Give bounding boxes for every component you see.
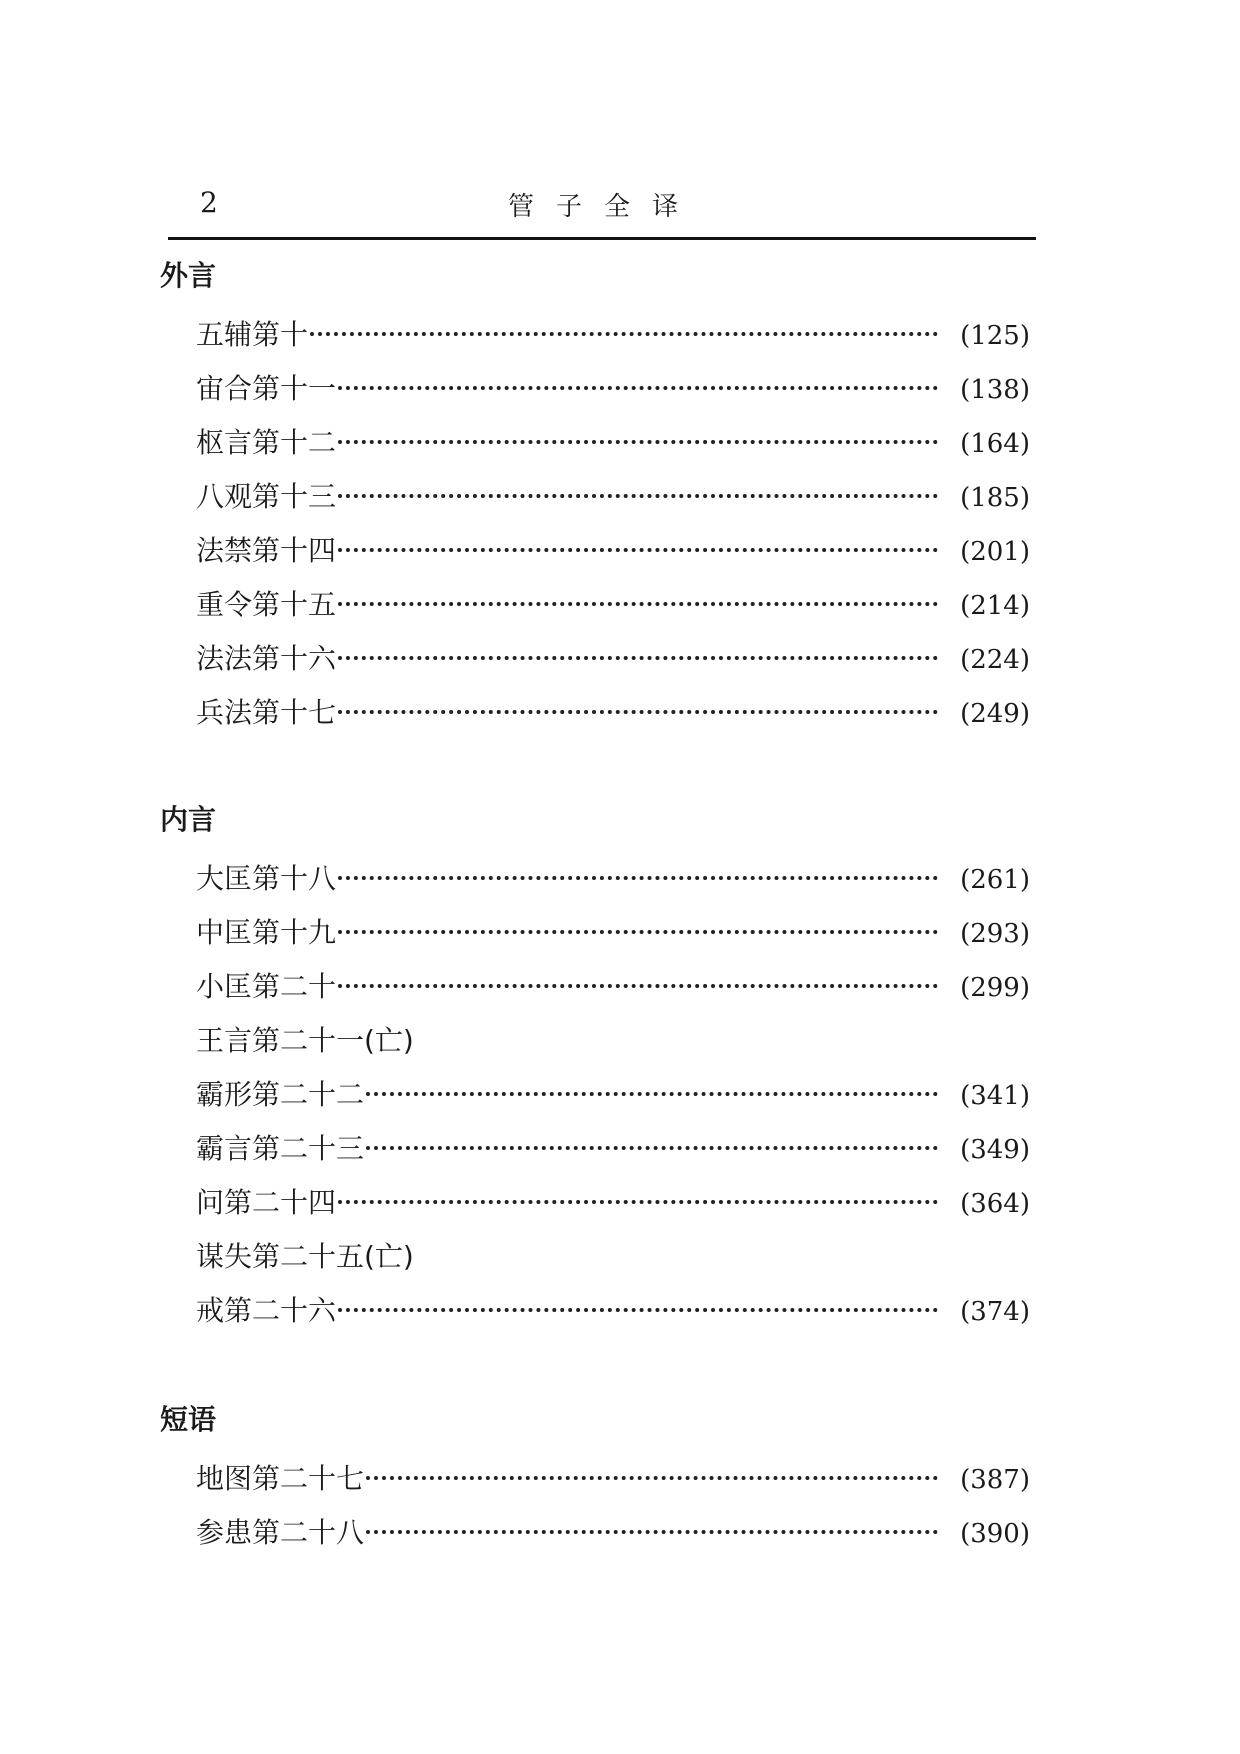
entry-title: 五辅第十	[196, 318, 309, 351]
toc-entry[interactable]	[196, 470, 1030, 524]
dot-leader	[338, 1308, 938, 1312]
entry-title: 宙合第十一	[196, 372, 337, 405]
toc-entry[interactable]	[196, 578, 1030, 632]
entry-page-number: (293)	[960, 919, 1030, 949]
entry-page-number: (349)	[960, 1135, 1030, 1165]
entry-page-number: (374)	[960, 1297, 1030, 1327]
entry-page-number: (125)	[960, 321, 1030, 351]
entry-page-number: (201)	[960, 537, 1030, 567]
entry-page-number: (249)	[960, 699, 1030, 729]
section-title: 外言	[160, 259, 217, 292]
entry-title: 兵法第十七	[196, 696, 337, 729]
dot-leader	[338, 386, 938, 390]
entry-page-number: (387)	[960, 1465, 1030, 1495]
entry-title: 王言第二十一(亡)	[196, 1024, 414, 1057]
entry-title: 戒第二十六	[196, 1294, 337, 1327]
dot-leader	[338, 548, 938, 552]
entry-title: 霸形第二十二	[196, 1078, 365, 1111]
dot-leader	[338, 984, 938, 988]
entry-page-number: (185)	[960, 483, 1030, 513]
toc-section-duanyu	[160, 1398, 1030, 1560]
dot-leader	[338, 440, 938, 444]
entry-page-number: (390)	[960, 1519, 1030, 1549]
toc-entry[interactable]	[196, 1014, 1030, 1068]
entry-title: 地图第二十七	[196, 1462, 365, 1495]
toc-entry[interactable]	[196, 1068, 1030, 1122]
toc-entry[interactable]	[196, 1122, 1030, 1176]
toc-entry[interactable]	[196, 632, 1030, 686]
toc-entry[interactable]	[196, 1506, 1030, 1560]
toc-entry-list	[160, 1452, 1030, 1560]
entry-page-number: (214)	[960, 591, 1030, 621]
dot-leader	[338, 930, 938, 934]
section-title: 短语	[160, 1403, 217, 1436]
dot-leader	[366, 1092, 938, 1096]
entry-title: 枢言第十二	[196, 426, 337, 459]
toc-entry-list	[160, 852, 1030, 1338]
dot-leader	[338, 710, 938, 714]
toc-entry[interactable]	[196, 960, 1030, 1014]
dot-leader	[338, 656, 938, 660]
toc-entry[interactable]	[196, 686, 1030, 740]
entry-title: 中匡第十九	[196, 916, 337, 949]
entry-page-number: (364)	[960, 1189, 1030, 1219]
toc-entry[interactable]	[196, 1284, 1030, 1338]
entry-title: 小匡第二十	[196, 970, 337, 1003]
entry-title: 霸言第二十三	[196, 1132, 365, 1165]
running-title: 管子全译	[508, 192, 701, 222]
entry-title: 大匡第十八	[196, 862, 337, 895]
dot-leader	[366, 1476, 938, 1480]
entry-title: 谋失第二十五(亡)	[196, 1240, 414, 1273]
toc-entry[interactable]	[196, 308, 1030, 362]
header-rule	[168, 237, 1036, 240]
toc-entry[interactable]	[196, 1230, 1030, 1284]
dot-leader	[366, 1530, 938, 1534]
section-title: 内言	[160, 803, 217, 836]
entry-title: 八观第十三	[196, 480, 337, 513]
entry-page-number: (138)	[960, 375, 1030, 405]
toc-entry[interactable]	[196, 906, 1030, 960]
toc-entry[interactable]	[196, 852, 1030, 906]
entry-title: 重令第十五	[196, 588, 337, 621]
dot-leader	[310, 332, 938, 336]
toc-entry-list	[160, 308, 1030, 740]
entry-page-number: (224)	[960, 645, 1030, 675]
entry-page-number: (299)	[960, 973, 1030, 1003]
dot-leader	[338, 1200, 938, 1204]
entry-title: 问第二十四	[196, 1186, 337, 1219]
dot-leader	[338, 876, 938, 880]
dot-leader	[338, 602, 938, 606]
entry-page-number: (341)	[960, 1081, 1030, 1111]
toc-entry[interactable]	[196, 362, 1030, 416]
page-number: 2	[200, 186, 218, 219]
page-header	[168, 186, 1036, 230]
toc-entry[interactable]	[196, 1176, 1030, 1230]
dot-leader	[366, 1146, 938, 1150]
toc-section-neiyan	[160, 798, 1030, 1338]
toc-entry[interactable]	[196, 1452, 1030, 1506]
entry-page-number: (261)	[960, 865, 1030, 895]
toc-section-waiyan	[160, 254, 1030, 740]
entry-title: 法禁第十四	[196, 534, 337, 567]
dot-leader	[338, 494, 938, 498]
entry-title: 法法第十六	[196, 642, 337, 675]
entry-title: 参患第二十八	[196, 1516, 365, 1549]
toc-entry[interactable]	[196, 524, 1030, 578]
toc-entry[interactable]	[196, 416, 1030, 470]
entry-page-number: (164)	[960, 429, 1030, 459]
